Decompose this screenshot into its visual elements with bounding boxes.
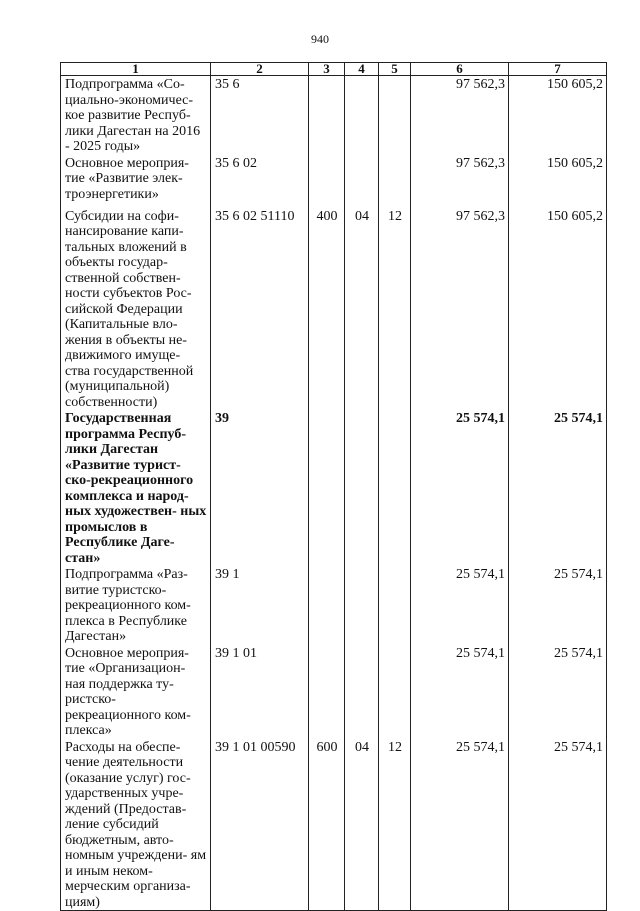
table-row <box>61 410 607 566</box>
row-amount-1: 25 574,1 <box>411 566 509 645</box>
row-name: Основное мероприя- тие «Развитие элек- троэнергетики» <box>61 155 211 208</box>
row-code: 39 1 <box>211 566 309 645</box>
row-amount-1: 97 562,3 <box>411 208 509 411</box>
row-amount-2: 25 574,1 <box>509 739 607 911</box>
header-row <box>61 63 607 76</box>
row-name: Подпрограмма «Раз- витие туристско- рекреационного ком- плекса в Республике Дагестан» <box>61 566 211 645</box>
row-code: 39 1 01 00590 <box>211 739 309 911</box>
row-name: Государственная программа Респуб- лики Дагестан «Развитие турист- ско-рекреационного комплекса и народ- ных художествен- ных промыслов в Республике Даге- стан» <box>61 410 211 566</box>
row-amount-2: 25 574,1 <box>509 645 607 739</box>
row-rz <box>345 155 379 208</box>
row-rz <box>345 76 379 155</box>
row-pr <box>379 155 411 208</box>
budget-table <box>60 62 607 911</box>
row-vr <box>309 410 345 566</box>
column-header: 6 <box>411 63 509 76</box>
table-row <box>61 739 607 911</box>
column-header: 7 <box>509 63 607 76</box>
row-amount-1: 97 562,3 <box>411 155 509 208</box>
row-name: Субсидии на софи- нансирование капи- тальных вложений в объекты государ- ственной собствен- ности субъектов Рос- сийской Федерации (Капитальные вло- жения в объекты не- движимого имуще- ства государственной (муниципальной) собственности) <box>61 208 211 411</box>
table-row <box>61 566 607 645</box>
table-row <box>61 645 607 739</box>
row-rz: 04 <box>345 208 379 411</box>
table-row <box>61 76 607 155</box>
row-name: Основное мероприя- тие «Организацион- ная поддержка ту- ристско- рекреационного ком- плекса» <box>61 645 211 739</box>
table-row <box>61 208 607 411</box>
row-code: 39 1 01 <box>211 645 309 739</box>
row-vr <box>309 76 345 155</box>
row-rz <box>345 410 379 566</box>
row-pr: 12 <box>379 739 411 911</box>
row-name: Подпрограмма «Со- циально-экономичес- кое развитие Респуб- лики Дагестан на 2016 - 2025 годы» <box>61 76 211 155</box>
row-vr <box>309 155 345 208</box>
row-code: 35 6 02 <box>211 155 309 208</box>
row-amount-2: 25 574,1 <box>509 410 607 566</box>
row-vr: 600 <box>309 739 345 911</box>
column-header: 3 <box>309 63 345 76</box>
row-code: 35 6 02 51110 <box>211 208 309 411</box>
row-pr: 12 <box>379 208 411 411</box>
row-rz <box>345 566 379 645</box>
row-amount-2: 150 605,2 <box>509 76 607 155</box>
row-pr <box>379 76 411 155</box>
row-amount-1: 25 574,1 <box>411 410 509 566</box>
row-amount-1: 25 574,1 <box>411 645 509 739</box>
row-vr: 400 <box>309 208 345 411</box>
page-number: 940 <box>311 32 329 46</box>
column-header: 1 <box>61 63 211 76</box>
row-vr <box>309 645 345 739</box>
row-rz <box>345 645 379 739</box>
column-header: 4 <box>345 63 379 76</box>
column-header: 5 <box>379 63 411 76</box>
table-row <box>61 155 607 208</box>
row-amount-1: 97 562,3 <box>411 76 509 155</box>
row-pr <box>379 410 411 566</box>
row-amount-2: 150 605,2 <box>509 208 607 411</box>
row-code: 35 6 <box>211 76 309 155</box>
row-amount-1: 25 574,1 <box>411 739 509 911</box>
row-pr <box>379 645 411 739</box>
row-pr <box>379 566 411 645</box>
column-header: 2 <box>211 63 309 76</box>
row-rz: 04 <box>345 739 379 911</box>
row-code: 39 <box>211 410 309 566</box>
row-amount-2: 25 574,1 <box>509 566 607 645</box>
row-amount-2: 150 605,2 <box>509 155 607 208</box>
row-vr <box>309 566 345 645</box>
row-name: Расходы на обеспе- чение деятельности (оказание услуг) гос- ударственных учре- ждений (Предостав- ление субсидий бюджетным, авто- номным учреждени- ям и иным неком- мерческим организа- циям) <box>61 739 211 911</box>
